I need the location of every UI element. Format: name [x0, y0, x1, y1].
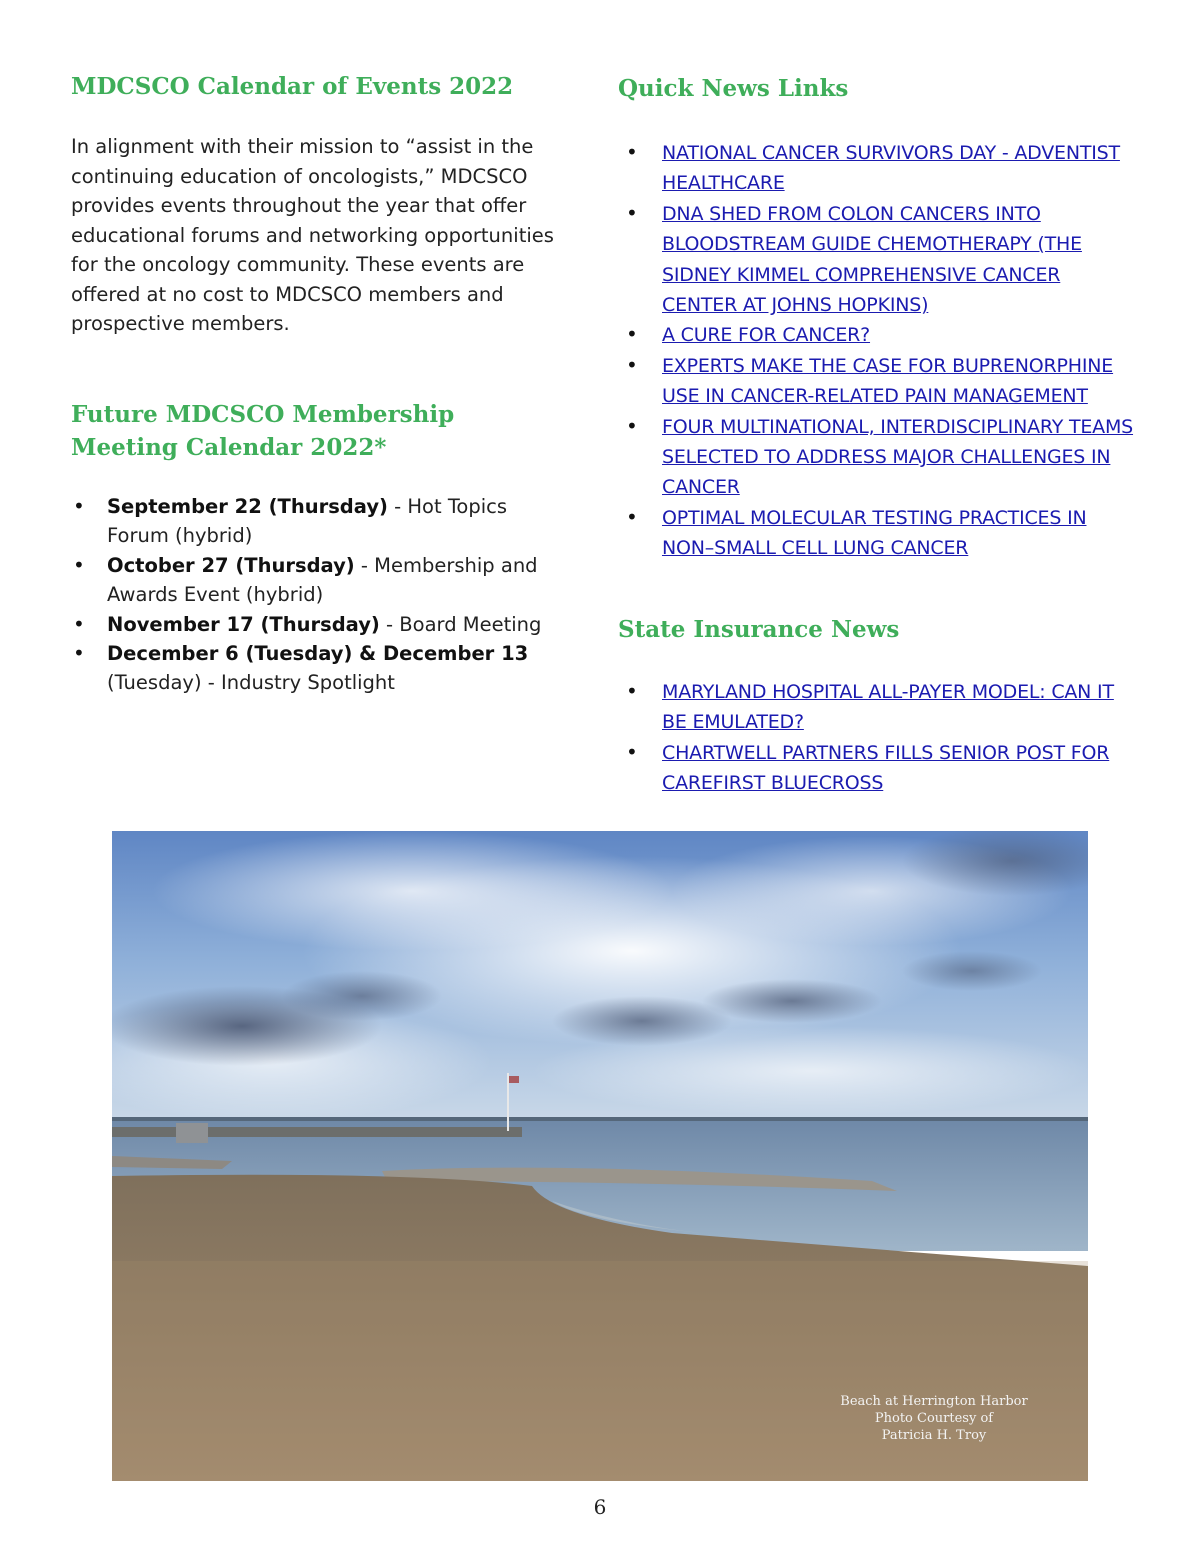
meeting-description: (Tuesday) - Industry Spotlight — [107, 671, 395, 695]
list-item — [618, 199, 1138, 321]
meeting-date: December 6 (Tuesday) & December 13 — [107, 642, 529, 666]
beach-image — [112, 831, 1088, 1481]
calendar-heading: MDCSCO Calendar of Events 2022 — [71, 73, 514, 100]
meeting-date: November 17 (Thursday) — [107, 612, 380, 636]
quick-news-heading: Quick News Links — [618, 75, 849, 102]
meeting-calendar-heading: Future MDCSCO Membership Meeting Calendar 2022* — [71, 401, 455, 461]
caption-line: Beach at Herrington Harbor — [840, 1394, 1028, 1409]
state-insurance-heading: State Insurance News — [618, 616, 900, 643]
list-item — [618, 412, 1138, 503]
news-link[interactable]: EXPERTS MAKE THE CASE FOR BUPRENORPHINE USE IN CANCER-RELATED PAIN MANAGEMENT — [662, 354, 1114, 408]
list-item — [618, 677, 1138, 738]
page-number: 6 — [593, 1495, 607, 1519]
list-item — [618, 351, 1138, 412]
meeting-date: October 27 (Thursday) — [107, 553, 355, 577]
meeting-description: - Membership and Awards Event (hybrid) — [107, 553, 538, 607]
meeting-item — [71, 492, 571, 551]
list-item — [618, 138, 1138, 199]
news-link[interactable]: FOUR MULTINATIONAL, INTERDISCIPLINARY TEAMS SELECTED TO ADDRESS MAJOR CHALLENGES IN CANCER — [662, 415, 1134, 499]
insurance-news-list — [618, 677, 1138, 799]
meeting-item — [71, 610, 571, 639]
meeting-list — [71, 492, 571, 698]
meeting-description: - Board Meeting — [379, 612, 542, 636]
meeting-description: - Hot Topics Forum (hybrid) — [107, 495, 508, 548]
news-link[interactable]: MARYLAND HOSPITAL ALL-PAYER MODEL: CAN IT BE EMULATED? — [662, 681, 1114, 734]
caption-line: Photo Courtesy of — [874, 1411, 994, 1426]
meeting-item — [71, 551, 571, 610]
calendar-description: In alignment with their mission to “assist in the continuing education of oncologists,” MDCSCO provides events throughout the year that offer educational forums and networking opportunities for the oncology community. These events are offered at no cost to MDCSCO members and prospective members. — [71, 135, 554, 335]
news-link[interactable]: CHARTWELL PARTNERS FILLS SENIOR POST FOR CAREFIRST BLUECROSS — [662, 741, 1110, 795]
list-item — [618, 320, 1138, 350]
quick-news-list — [618, 138, 1138, 564]
meeting-date: September 22 (Thursday) — [107, 495, 388, 518]
list-item — [618, 738, 1138, 799]
meeting-item — [71, 639, 571, 698]
photo-caption — [818, 1393, 1050, 1444]
caption-line: Patricia H. Troy — [881, 1428, 987, 1443]
news-link[interactable]: NATIONAL CANCER SURVIVORS DAY - ADVENTIST HEALTHCARE — [662, 142, 1120, 195]
list-item — [618, 503, 1138, 564]
beach-photo — [112, 831, 1088, 1481]
news-link[interactable]: DNA SHED FROM COLON CANCERS INTO BLOODSTREAM GUIDE CHEMOTHERAPY (THE SIDNEY KIMMEL COMPREHENSIVE CANCER CENTER AT JOHNS HOPKINS) — [662, 202, 1082, 317]
news-link[interactable]: A CURE FOR CANCER? — [662, 324, 871, 347]
news-link[interactable]: OPTIMAL MOLECULAR TESTING PRACTICES IN NON–SMALL CELL LUNG CANCER — [662, 506, 1087, 560]
